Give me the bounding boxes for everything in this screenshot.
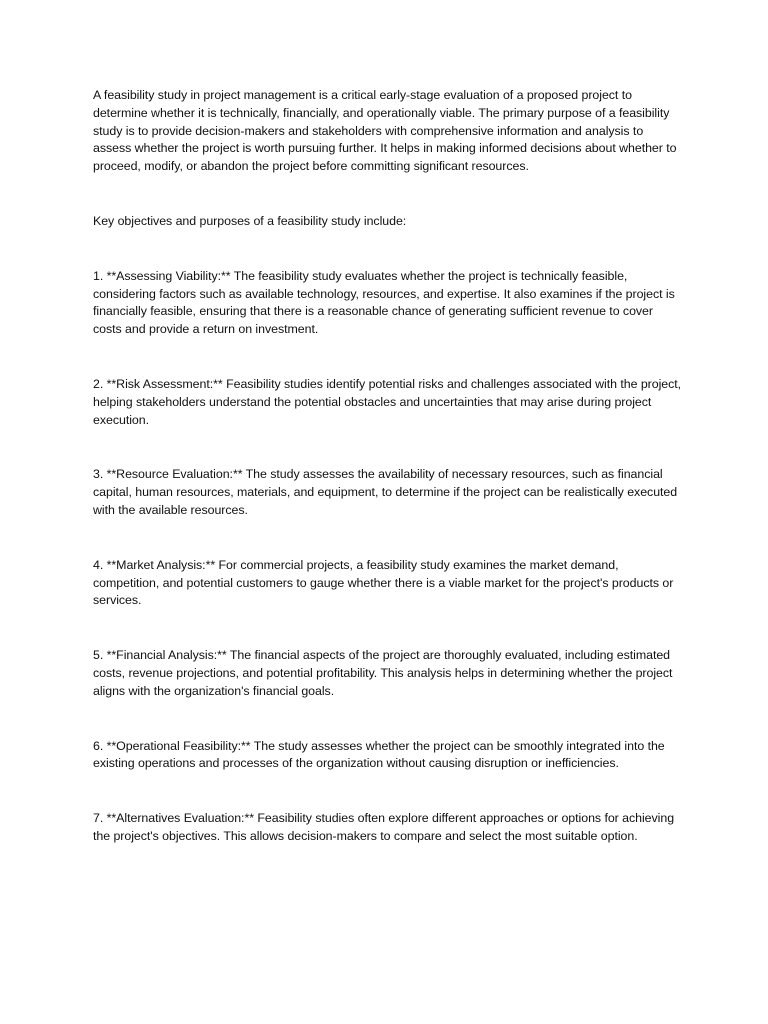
document-body [93, 87, 683, 883]
objective-item-2: 2. **Risk Assessment:** Feasibility studies identify potential risks and challenges associated with the project, helping stakeholders understand the potential obstacles and uncertainties that may arise during project execution. [93, 376, 682, 427]
intro-paragraph: A feasibility study in project management is a critical early-stage evaluation of a proposed project to determine whether it is technically, financially, and operationally viable. The primary purpose of a feasibility study is to provide decision-makers and stakeholders with comprehensive information and analysis to assess whether the project is worth pursuing further. It helps in making informed decisions about whether to proceed, modify, or abandon the project before committing significant resources. [93, 88, 677, 174]
objective-item-7: 7. **Alternatives Evaluation:** Feasibility studies often explore different approaches or options for achieving the project's objectives. This allows decision-makers to compare and select the most suitable option. [93, 811, 675, 843]
objective-item-6: 6. **Operational Feasibility:** The study assesses whether the project can be smoothly integrated into the existing operations and processes of the organization without causing disruption or inefficiencies. [93, 738, 665, 771]
objectives-lead-paragraph: Key objectives and purposes of a feasibility study include: [93, 213, 407, 228]
objective-item-1: 1. **Assessing Viability:** The feasibility study evaluates whether the project is technically feasible, considering factors such as available technology, resources, and expertise. It also examines if the project is financially feasible, ensuring that there is a reasonable chance of generating sufficient revenue to cover costs and provide a return on investment. [93, 268, 675, 337]
objective-item-3: 3. **Resource Evaluation:** The study assesses the availability of necessary resources, such as financial capital, human resources, materials, and equipment, to determine if the project can be realistically executed with the available resources. [93, 467, 678, 517]
objective-item-5: 5. **Financial Analysis:** The financial aspects of the project are thoroughly evaluated, including estimated costs, revenue projections, and potential profitability. This analysis helps in determining whether the project aligns with the organization's financial goals. [93, 648, 673, 698]
objective-item-4: 4. **Market Analysis:** For commercial projects, a feasibility study examines the market demand, competition, and potential customers to gauge whether there is a viable market for the project's products or services. [93, 557, 674, 608]
